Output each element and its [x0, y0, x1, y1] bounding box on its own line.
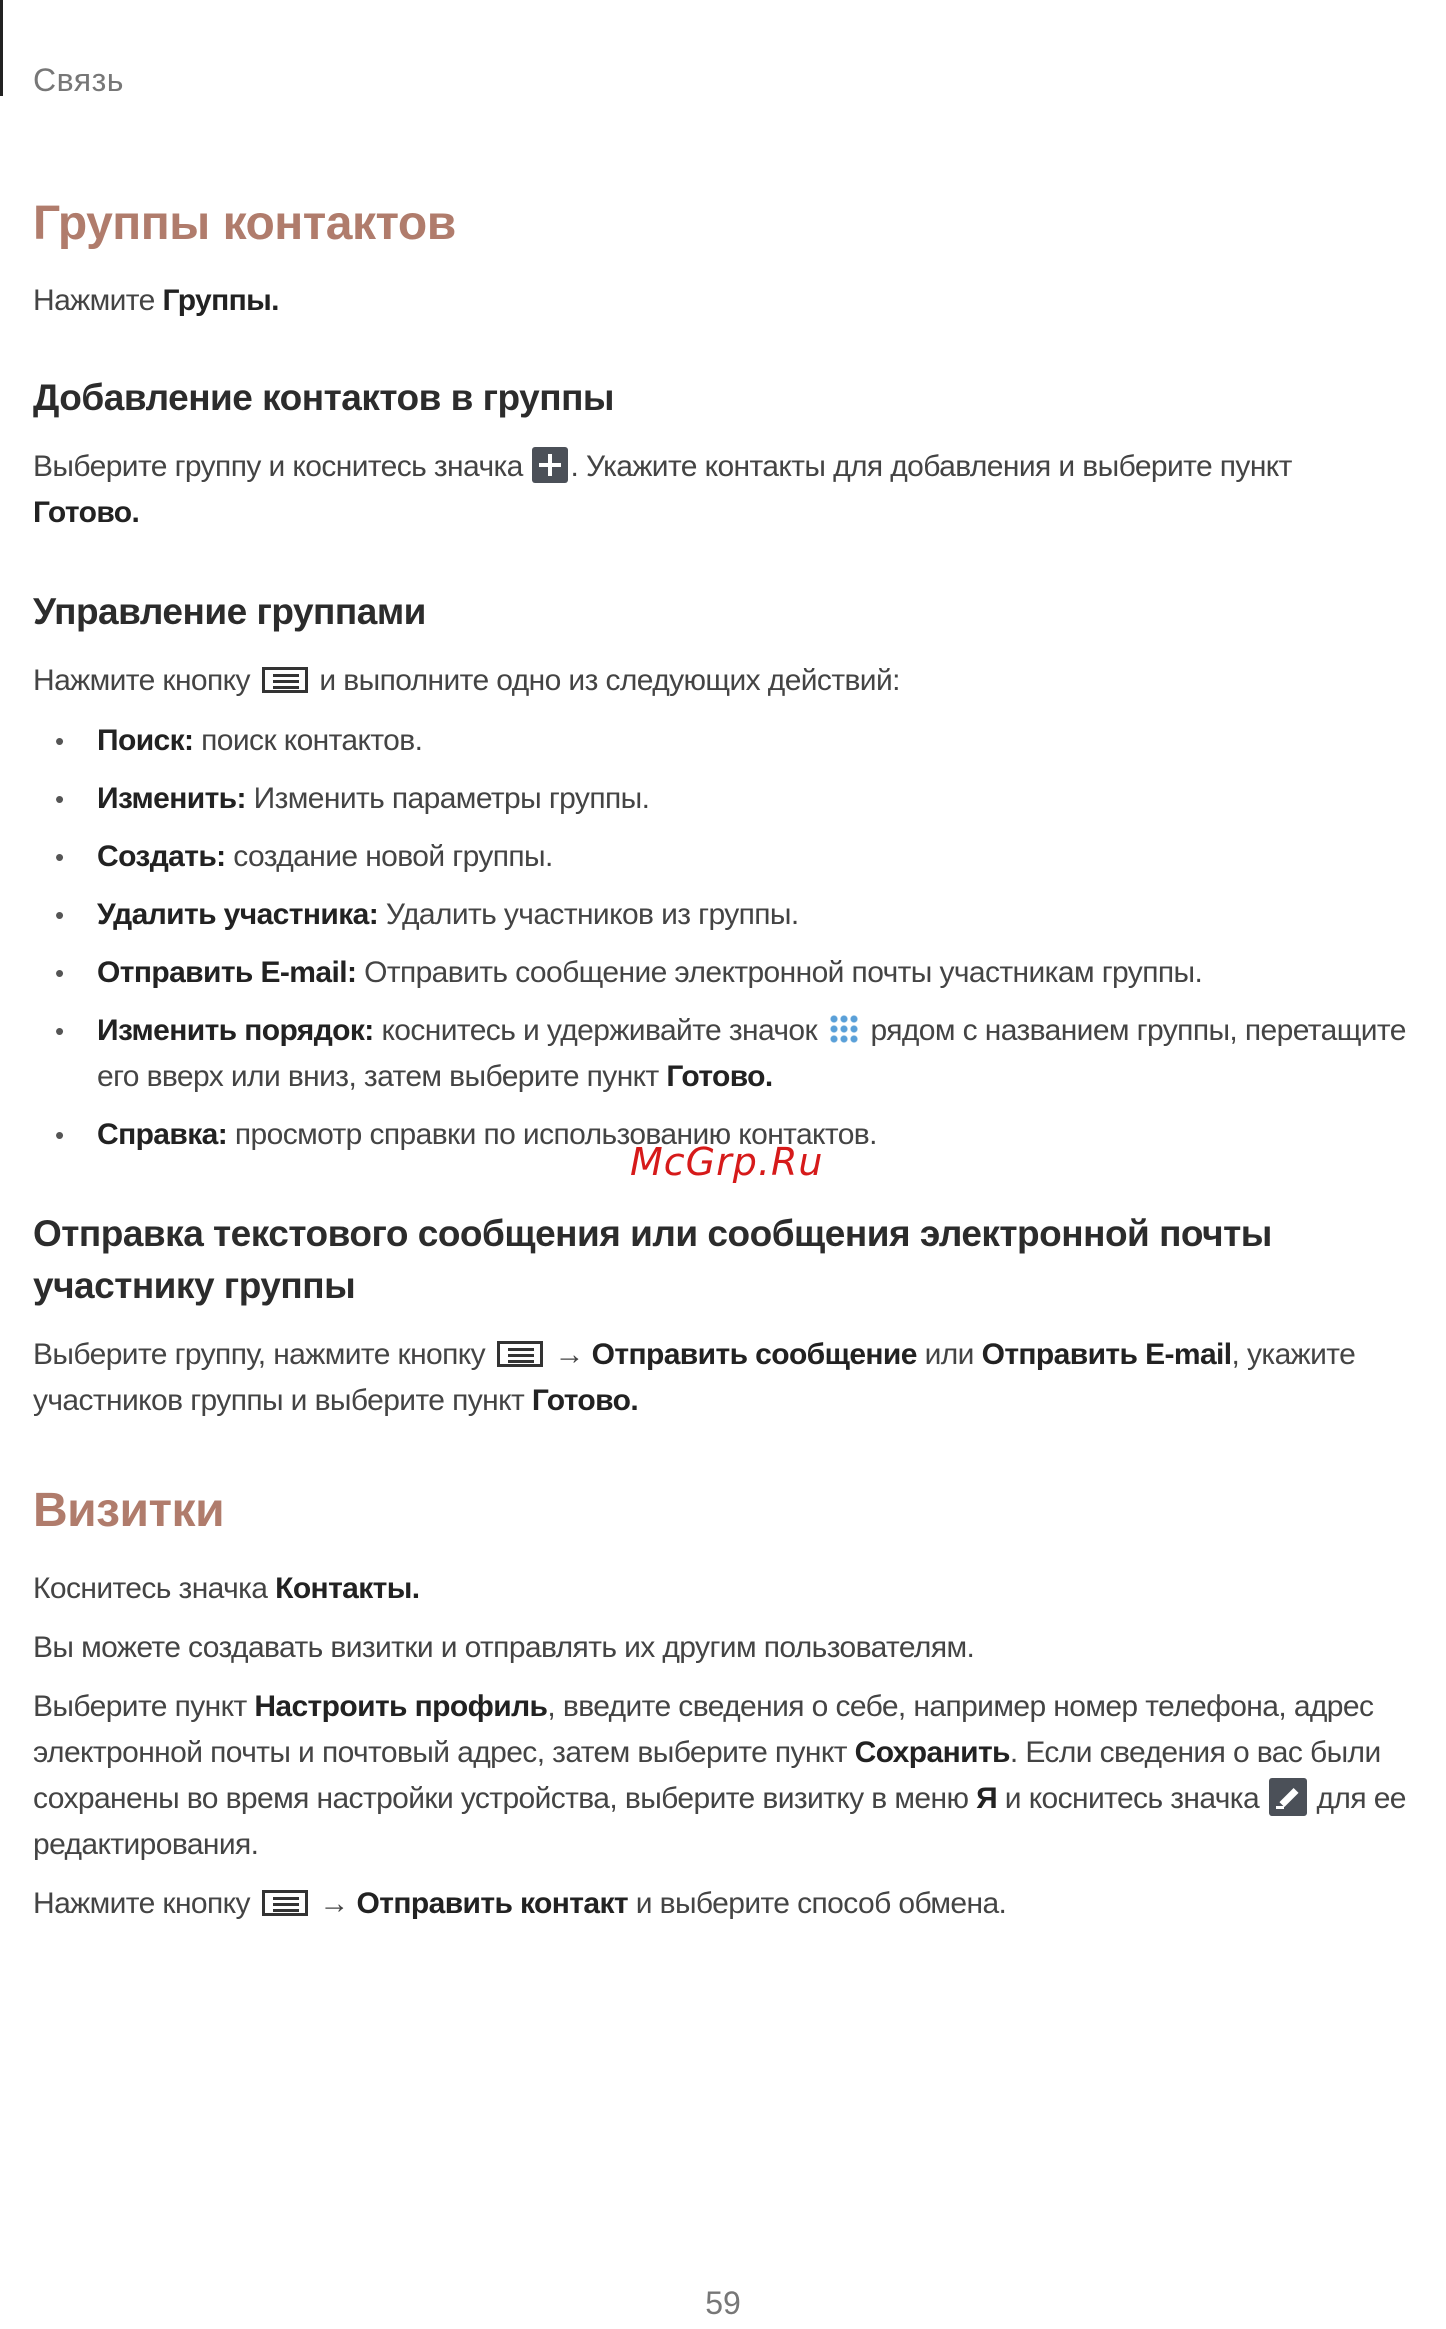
add-paragraph — [33, 444, 1426, 536]
cards-p3-text: для ее редактирования. — [33, 1782, 1406, 1861]
send-text-1: Выберите группу, нажмите кнопку — [33, 1338, 493, 1371]
cards-p1-text: Коснитесь значка — [33, 1572, 276, 1605]
groups-intro — [33, 278, 1426, 324]
send-text-2: , укажите участников группы и выберите пункт — [33, 1338, 1356, 1417]
list-item — [33, 718, 1426, 764]
cards-p3 — [33, 1684, 1426, 1868]
add-done-bold: Готово. — [33, 496, 140, 529]
send-section — [33, 1208, 1356, 1312]
groups-title: Группы контактов — [33, 197, 456, 250]
cards-section — [33, 1483, 1426, 1538]
page-edge-line — [0, 0, 3, 96]
item-done-bold: Готово. — [666, 1060, 773, 1093]
plus-icon — [532, 447, 568, 483]
watermark: McGrp.Ru — [630, 1140, 824, 1184]
arrow: → — [546, 1338, 592, 1371]
cards-p4-text: и выберите способ обмена. — [628, 1887, 1007, 1920]
item-term: Изменить: — [97, 782, 246, 815]
item-desc: поиск контактов. — [193, 724, 423, 757]
send-paragraph — [33, 1332, 1426, 1424]
page-number: 59 — [705, 2285, 741, 2321]
groups-intro-bold: Группы. — [162, 284, 279, 317]
edit-icon — [1269, 1778, 1307, 1816]
cards-p3-text: , введите сведения о себе, например номер телефона, адрес электронной почты и почтовый адрес, затем выберите пункт — [33, 1690, 1374, 1769]
item-term: Справка: — [97, 1118, 228, 1151]
send-email-bold: Отправить E-mail — [981, 1338, 1232, 1371]
cards-p3-text: Выберите пункт — [33, 1690, 255, 1723]
me-bold: Я — [976, 1782, 998, 1815]
manage-title: Управление группами — [33, 591, 426, 632]
menu-icon — [262, 667, 308, 693]
menu-icon — [262, 1890, 308, 1916]
manage-text-2: и выполните одно из следующих действий: — [311, 664, 900, 697]
manage-text-1: Нажмите кнопку — [33, 664, 258, 697]
manage-actions-list — [33, 718, 1426, 1158]
send-title: Отправка текстового сообщения или сообщения электронной почты участнику группы — [33, 1213, 1272, 1306]
list-item — [33, 950, 1426, 996]
send-done-bold: Готово. — [531, 1384, 639, 1417]
add-text-1: Выберите группу и коснитесь значка — [33, 450, 531, 483]
cards-p3-text: . Если сведения о вас были сохранены во время настройки устройства, выберите визитку в меню — [33, 1736, 1381, 1815]
arrow: → — [311, 1887, 357, 1920]
groups-intro-text: Нажмите — [33, 284, 163, 317]
menu-icon — [497, 1341, 543, 1367]
list-item — [33, 776, 1426, 822]
item-term: Создать: — [97, 840, 226, 873]
item-term: Изменить порядок: — [97, 1014, 374, 1047]
drag-handle-icon — [829, 1014, 859, 1044]
list-item — [33, 1008, 1426, 1100]
item-desc: создание новой группы. — [225, 840, 553, 873]
groups-section — [33, 196, 1426, 251]
cards-p3-text: и коснитесь значка — [997, 1782, 1267, 1815]
cards-p2-text: Вы можете создавать визитки и отправлять их другим пользователям. — [33, 1631, 975, 1664]
manage-section — [33, 586, 1426, 638]
item-desc: Отправить сообщение электронной почты участникам группы. — [356, 956, 1203, 989]
setup-profile-bold: Настроить профиль — [254, 1690, 548, 1723]
contacts-bold: Контакты. — [275, 1572, 420, 1605]
manage-list-container — [33, 718, 1426, 1170]
send-contact-bold: Отправить контакт — [356, 1887, 628, 1920]
cards-p1 — [33, 1566, 1426, 1612]
add-title: Добавление контактов в группы — [33, 377, 615, 418]
add-section — [33, 372, 1426, 424]
cards-p2 — [33, 1625, 1426, 1671]
manage-paragraph — [33, 658, 1426, 704]
item-desc: коснитесь и удерживайте значок — [373, 1014, 825, 1047]
cards-title: Визитки — [33, 1484, 225, 1537]
send-message-bold: Отправить сообщение — [591, 1338, 917, 1371]
item-desc: Удалить участников из группы. — [378, 898, 799, 931]
item-term: Отправить E-mail: — [97, 956, 357, 989]
add-text-2: . Укажите контакты для добавления и выберите пункт — [570, 450, 1292, 483]
cards-p4 — [33, 1881, 1426, 1927]
item-desc: рядом с названием группы, перетащите его вверх или вниз, затем выберите пункт — [97, 1014, 1406, 1093]
list-item — [33, 892, 1426, 938]
item-term: Поиск: — [97, 724, 194, 757]
or-text: или — [916, 1338, 982, 1371]
item-desc: Изменить параметры группы. — [245, 782, 650, 815]
item-term: Удалить участника: — [97, 898, 379, 931]
section-header: Связь — [33, 62, 124, 98]
item-desc: просмотр справки по использованию контактов. — [227, 1118, 877, 1151]
cards-p4-text: Нажмите кнопку — [33, 1887, 258, 1920]
save-bold: Сохранить — [854, 1736, 1010, 1769]
list-item — [33, 834, 1426, 880]
